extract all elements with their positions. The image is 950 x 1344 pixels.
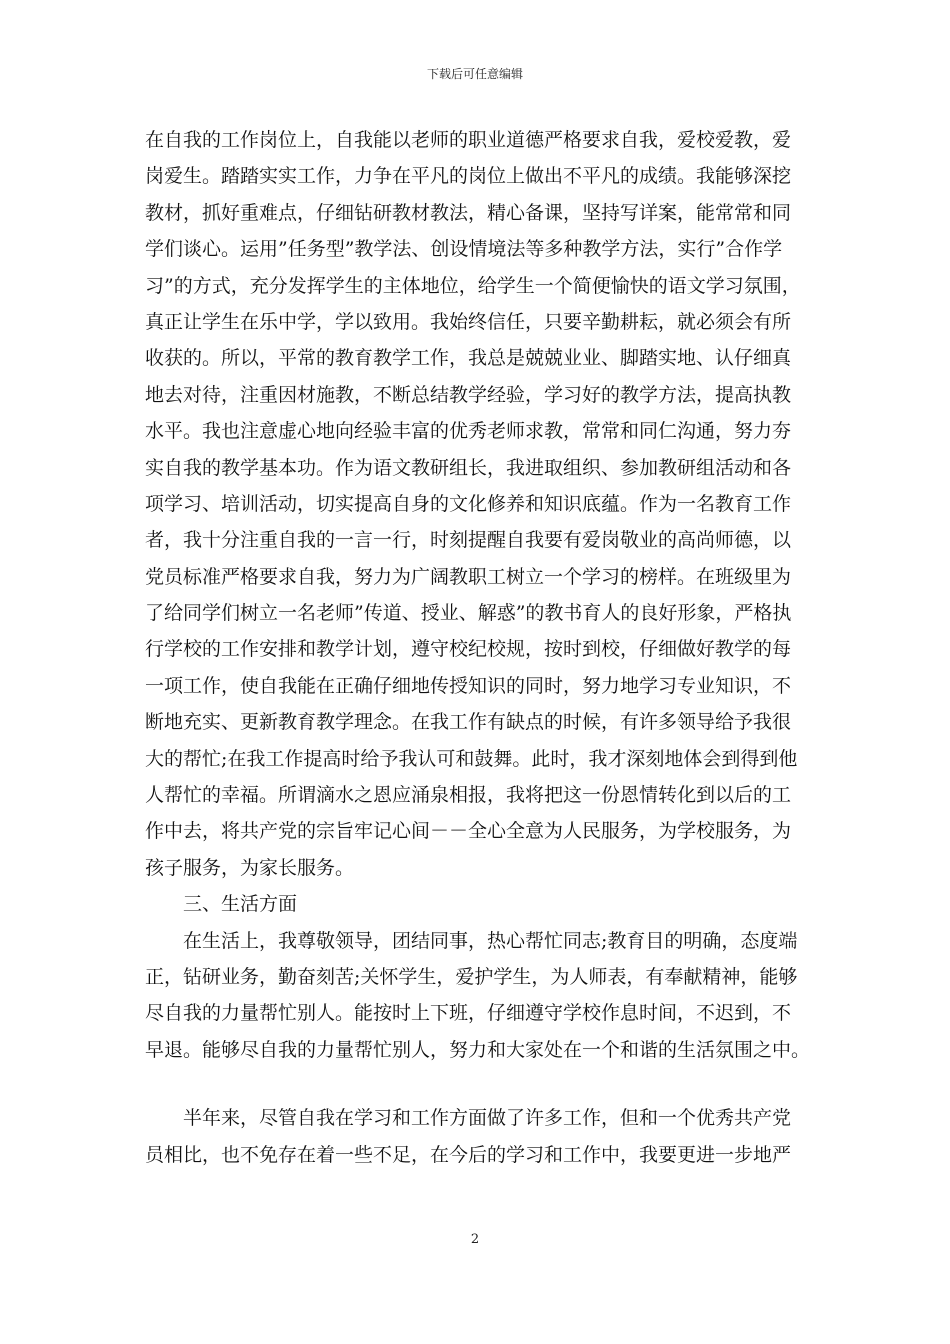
- text-line: 在生活上，我尊敬领导，团结同事，热心帮忙同志;教育目的明确，态度端: [145, 929, 798, 952]
- text-line: 大的帮忙;在我工作提高时给予我认可和鼓舞。此时，我才深刻地体会到得到他: [145, 747, 798, 770]
- paragraph-work-attitude: [145, 122, 805, 886]
- document-body: [145, 122, 811, 1173]
- text-line: 收获的。所以，平常的教育教学工作，我总是兢兢业业、脚踏实地、认仔细真: [145, 347, 792, 370]
- text-line: 了给同学们树立一名老师”传道、授业、解惑”的教书育人的良好形象，严格执: [145, 602, 792, 625]
- section-heading-life: 三、生活方面: [145, 893, 298, 916]
- text-line: 习”的方式，充分发挥学生的主体地位，给学生一个简便愉快的语文学习氛围，: [145, 274, 801, 297]
- text-line: 行学校的工作安排和教学计划，遵守校纪校规，按时到校，仔细做好教学的每: [145, 638, 792, 661]
- text-line: 半年来，尽管自我在学习和工作方面做了许多工作，但和一个优秀共产党: [145, 1107, 792, 1130]
- text-line: 党员标准严格要求自我，努力为广阔教职工树立一个学习的榜样。在班级里为: [145, 565, 792, 588]
- text-line: 实自我的教学基本功。作为语文教研组长，我进取组织、参加教研组活动和各: [145, 456, 792, 479]
- text-line: 孩子服务，为家长服务。: [145, 856, 355, 879]
- text-line: 真正让学生在乐中学，学以致用。我始终信任，只要辛勤耕耘，就必须会有所: [145, 310, 792, 333]
- page-number: 2: [470, 1232, 480, 1247]
- paragraph-summary: [145, 1100, 805, 1173]
- text-line: 作中去，将共产党的宗旨牢记心间－－全心全意为人民服务，为学校服务，为: [145, 820, 792, 843]
- text-line: 正，钻研业务，勤奋刻苦;关怀学生，爱护学生，为人师表，有奉献精神，能够: [145, 965, 798, 988]
- text-line: 项学习、培训活动，切实提高自身的文化修养和知识底蕴。作为一名教育工作: [145, 492, 792, 515]
- text-line: 学们谈心。运用”任务型”教学法、创设情境法等多种教学方法，实行”合作学: [145, 238, 783, 261]
- text-line: 者，我十分注重自我的一言一行，时刻提醒自我要有爱岗敬业的高尚师德，以: [145, 529, 792, 552]
- text-line: 水平。我也注意虚心地向经验丰富的优秀老师求教，常常和同仁沟通，努力夯: [145, 420, 792, 443]
- text-line: 员相比，也不免存在着一些不足，在今后的学习和工作中，我要更进一步地严: [145, 1143, 792, 1166]
- page-header: 下载后可任意编辑: [426, 67, 523, 81]
- text-line: 岗爱生。踏踏实实工作，力争在平凡的岗位上做出不平凡的成绩。我能够深挖: [145, 165, 792, 188]
- text-line: 在自我的工作岗位上，自我能以老师的职业道德严格要求自我，爱校爱教，爱: [145, 129, 792, 151]
- text-line: 早退。能够尽自我的力量帮忙别人，努力和大家处在一个和谐的生活氛围之中。: [145, 1038, 811, 1061]
- text-line: 断地充实、更新教育教学理念。在我工作有缺点的时候，有许多领导给予我很: [145, 711, 792, 734]
- text-line: 教材，抓好重难点，仔细钻研教材教法，精心备课，坚持写详案，能常常和同: [145, 201, 792, 224]
- text-line: 尽自我的力量帮忙别人。能按时上下班，仔细遵守学校作息时间，不迟到，不: [145, 1002, 792, 1025]
- text-line: 地去对待，注重因材施教，不断总结教学经验，学习好的教学方法，提高执教: [145, 383, 792, 406]
- paragraph-spacer: [145, 1068, 805, 1100]
- paragraph-life: [145, 923, 811, 1069]
- text-line: 一项工作，使自我能在正确仔细地传授知识的同时，努力地学习专业知识，不: [145, 674, 792, 697]
- text-line: 人帮忙的幸福。所谓滴水之恩应涌泉相报，我将把这一份恩情转化到以后的工: [145, 784, 792, 807]
